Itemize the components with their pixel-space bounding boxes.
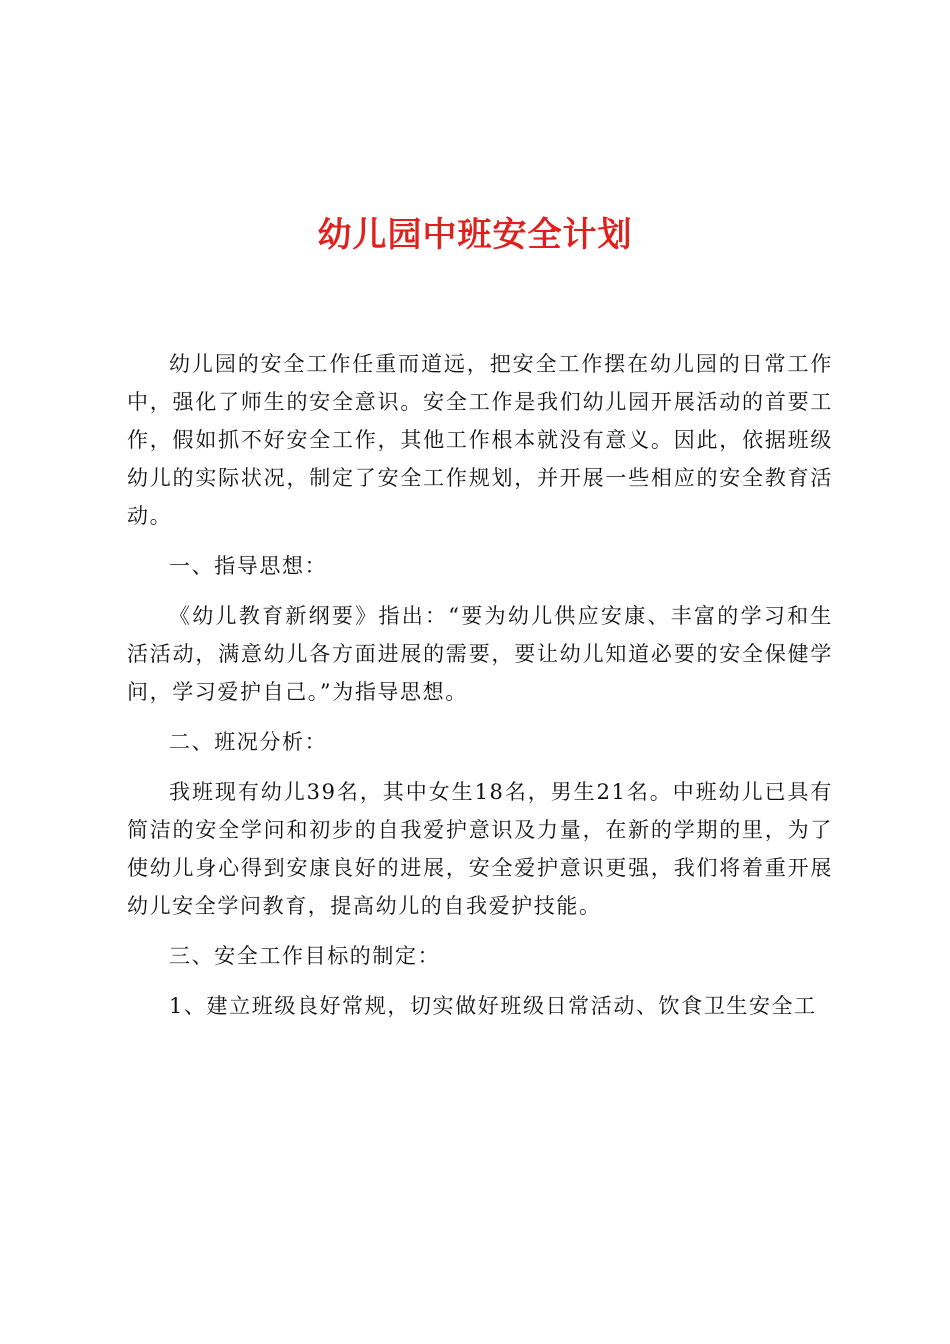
document-body <box>127 345 833 1037</box>
section-heading-safety-goals: 三、安全工作目标的制定： <box>169 944 441 968</box>
section-heading-class-analysis: 二、班况分析： <box>169 730 328 754</box>
class-analysis-paragraph: 我班现有幼儿39名，其中女生18名，男生21名。中班幼儿已具有简洁的安全学问和初步的自我爱护意识及力量，在新的学期的里，为了使幼儿身心得到安康良好的进展，安全爱护意识更强，我们将着重开展幼儿安全学问教育，提高幼儿的自我爱护技能。 <box>127 780 833 918</box>
intro-paragraph: 幼儿园的安全工作任重而道远，把安全工作摆在幼儿园的日常工作中，强化了师生的安全意识。安全工作是我们幼儿园开展活动的首要工作，假如抓不好安全工作，其他工作根本就没有意义。因此，依据班级幼儿的实际状况，制定了安全工作规划，并开展一些相应的安全教育活动。 <box>127 352 833 528</box>
safety-goal-item-1: 1、建立班级良好常规，切实做好班级日常活动、饮食卫生安全工 <box>169 994 817 1018</box>
document-title: 幼儿园中班安全计划 <box>317 215 633 255</box>
section-heading-guiding-thought: 一、指导思想： <box>169 554 328 578</box>
guiding-thought-paragraph: 《幼儿教育新纲要》指出：“要为幼儿供应安康、丰富的学习和生活活动，满意幼儿各方面进展的需要，要让幼儿知道必要的安全保健学问，学习爱护自己。”为指导思想。 <box>127 604 833 704</box>
